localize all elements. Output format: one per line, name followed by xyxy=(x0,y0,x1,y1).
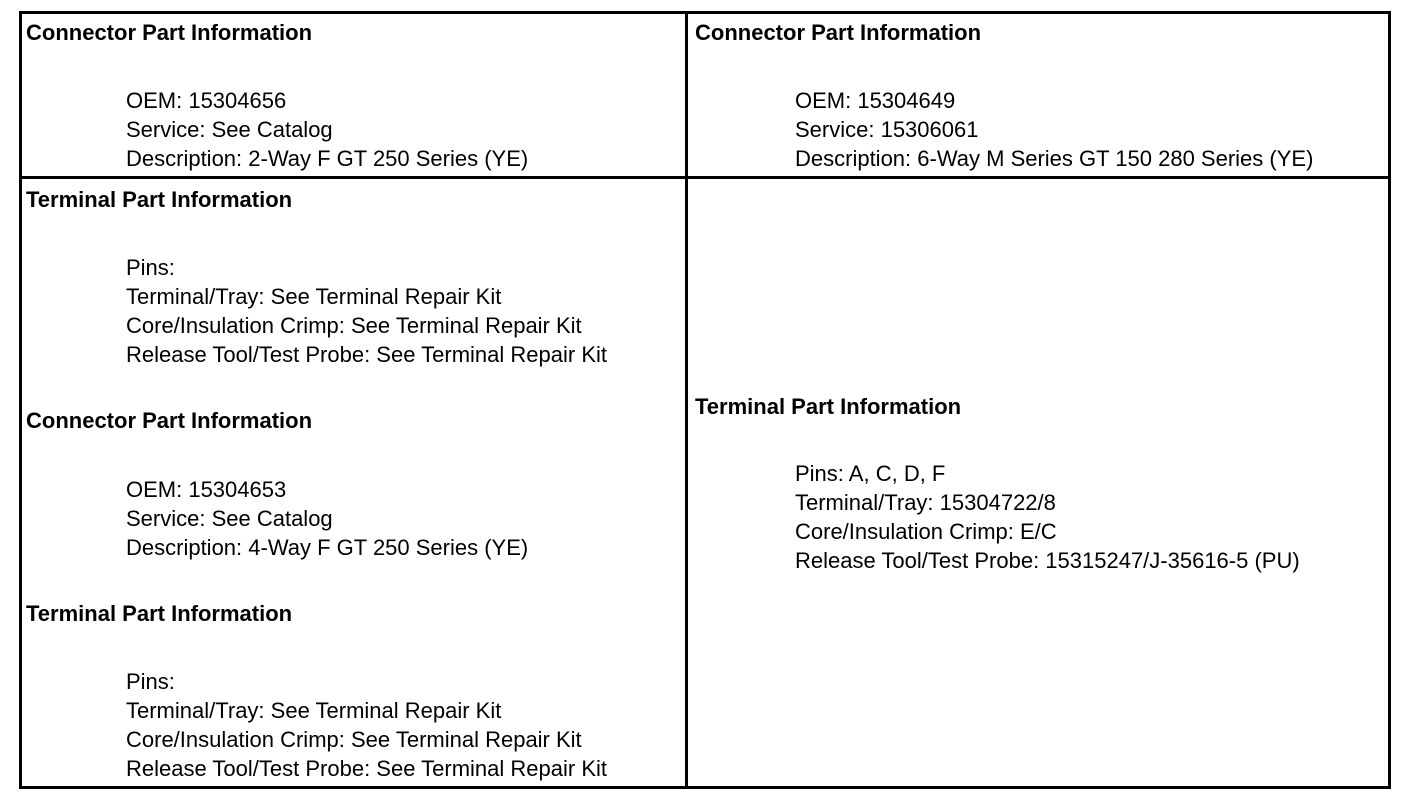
oem-number-3: OEM: 15304653 xyxy=(126,477,287,502)
column-divider xyxy=(685,11,688,789)
core-crimp-2: Core/Insulation Crimp: See Terminal Repair Kit xyxy=(126,727,582,752)
terminal-tray-1: Terminal/Tray: See Terminal Repair Kit xyxy=(126,284,502,309)
release-tool-3: Release Tool/Test Probe: 15315247/J-35616-5 (PU) xyxy=(795,548,1300,573)
terminal-heading-3: Terminal Part Information xyxy=(695,394,962,419)
description-2: Description: 6-Way M Series GT 150 280 Series (YE) xyxy=(795,146,1314,171)
service-info-2: Service: 15306061 xyxy=(795,117,979,142)
release-tool-1: Release Tool/Test Probe: See Terminal Repair Kit xyxy=(126,342,607,367)
connector-heading-2: Connector Part Information xyxy=(695,20,982,45)
release-tool-2: Release Tool/Test Probe: See Terminal Repair Kit xyxy=(126,756,607,781)
oem-number-1: OEM: 15304656 xyxy=(126,88,287,113)
terminal-tray-3: Terminal/Tray: 15304722/8 xyxy=(795,490,1056,515)
description-3: Description: 4-Way F GT 250 Series (YE) xyxy=(126,535,529,560)
pins-3: Pins: A, C, D, F xyxy=(795,461,946,486)
service-info-1: Service: See Catalog xyxy=(126,117,333,142)
terminal-tray-2: Terminal/Tray: See Terminal Repair Kit xyxy=(126,698,502,723)
service-info-3: Service: See Catalog xyxy=(126,506,333,531)
connector-heading-3: Connector Part Information xyxy=(26,408,313,433)
pins-2: Pins: xyxy=(126,669,175,694)
description-1: Description: 2-Way F GT 250 Series (YE) xyxy=(126,146,529,171)
core-crimp-3: Core/Insulation Crimp: E/C xyxy=(795,519,1057,544)
terminal-heading-2: Terminal Part Information xyxy=(26,601,293,626)
row-divider xyxy=(19,176,1391,179)
oem-number-2: OEM: 15304649 xyxy=(795,88,956,113)
terminal-heading-1: Terminal Part Information xyxy=(26,187,293,212)
connector-heading-1: Connector Part Information xyxy=(26,20,313,45)
pins-1: Pins: xyxy=(126,255,175,280)
core-crimp-1: Core/Insulation Crimp: See Terminal Repair Kit xyxy=(126,313,582,338)
